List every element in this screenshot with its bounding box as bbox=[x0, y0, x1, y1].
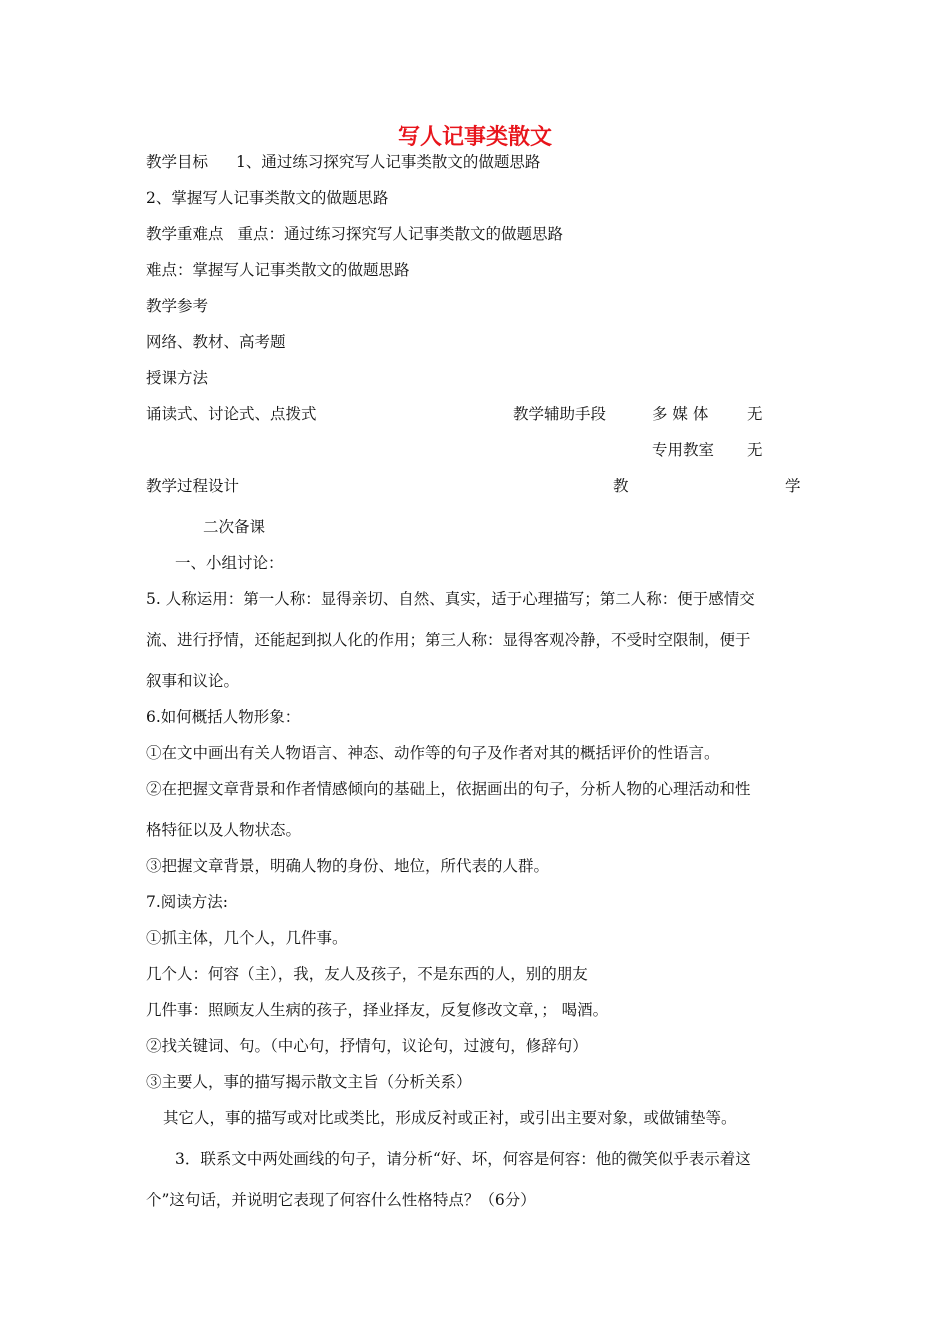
aid-label: 教学辅助手段 bbox=[513, 405, 607, 423]
room-label: 专用教室 bbox=[652, 441, 715, 459]
question-3-line-2: 个”这句话，并说明它表现了何容什么性格特点？（6分） bbox=[146, 1191, 536, 1209]
reference-label: 教学参考 bbox=[146, 297, 209, 315]
question-3-line-1: 3．联系文中两处画线的句子，请分析“好、坏，何容是何容：他的微笑似乎表示着这 bbox=[175, 1150, 751, 1168]
para-7-events: 几件事：照顾友人生病的孩子，择业择友，反复修改文章，； 喝酒。 bbox=[146, 1001, 609, 1019]
method-value: 诵读式、讨论式、点拨式 bbox=[146, 405, 317, 423]
second-prep-label: 二次备课 bbox=[203, 518, 266, 536]
media-label: 多 媒 体 bbox=[652, 405, 709, 423]
para-5-line-2: 流、进行抒情，还能起到拟人化的作用；第三人称：显得客观冷静，不受时空限制，便于 bbox=[146, 631, 751, 649]
para-5-line-1: 5. 人称运用：第一人称：显得亲切、自然、真实，适于心理描写；第二人称：便于感情交 bbox=[146, 590, 755, 608]
difficulty-point: 难点：掌握写人记事类散文的做题思路 bbox=[146, 261, 410, 279]
para-7-item-3: ③主要人，事的描写揭示散文主旨（分析关系） bbox=[146, 1073, 472, 1091]
para-7-heading: 7.阅读方法: bbox=[146, 893, 229, 911]
teaching-goal-label: 教学目标 bbox=[146, 153, 209, 171]
media-value: 无 bbox=[747, 405, 763, 423]
teaching-goal-2: 2、掌握写人记事类散文的做题思路 bbox=[146, 189, 389, 207]
key-point: 重点：通过练习探究写人记事类散文的做题思路 bbox=[237, 225, 564, 243]
column-teach-1: 教 bbox=[613, 477, 629, 495]
para-7-item-2: ②找关键词、句。（中心句，抒情句，议论句，过渡句，修辞句） bbox=[146, 1037, 588, 1055]
para-6-item-2-line-1: ②在把握文章背景和作者情感倾向的基础上，依据画出的句子，分析人物的心理活动和性 bbox=[146, 780, 751, 798]
room-value: 无 bbox=[747, 441, 763, 459]
para-7-other: 其它人，事的描写或对比或类比，形成反衬或正衬，或引出主要对象，或做铺垫等。 bbox=[163, 1109, 737, 1127]
column-teach-2: 学 bbox=[785, 477, 801, 495]
para-6-item-2-line-2: 格特征以及人物状态。 bbox=[146, 821, 302, 839]
method-label: 授课方法 bbox=[146, 369, 209, 387]
teaching-goal-row bbox=[146, 152, 540, 172]
para-7-people: 几个人：何容（主），我，友人及孩子，不是东西的人，别的朋友 bbox=[146, 965, 588, 983]
teaching-goal-1: 1、通过练习探究写人记事类散文的做题思路 bbox=[236, 153, 541, 171]
para-5-line-3: 叙事和议论。 bbox=[146, 672, 240, 690]
page-title: 写人记事类散文 bbox=[397, 125, 552, 150]
process-label: 教学过程设计 bbox=[146, 477, 240, 495]
para-6-item-3: ③把握文章背景，明确人物的身份、地位，所代表的人群。 bbox=[146, 857, 550, 875]
key-difficulty-row bbox=[146, 224, 563, 244]
reference-value: 网络、教材、高考题 bbox=[146, 333, 286, 351]
para-6-heading: 6.如何概括人物形象： bbox=[146, 708, 301, 726]
para-6-item-1: ①在文中画出有关人物语言、神态、动作等的句子及作者对其的概括评价的性语言。 bbox=[146, 744, 720, 762]
group-discussion-heading: 一、小组讨论： bbox=[175, 554, 284, 572]
key-difficulty-label: 教学重难点 bbox=[146, 225, 224, 243]
para-7-item-1: ①抓主体，几个人，几件事。 bbox=[146, 929, 348, 947]
